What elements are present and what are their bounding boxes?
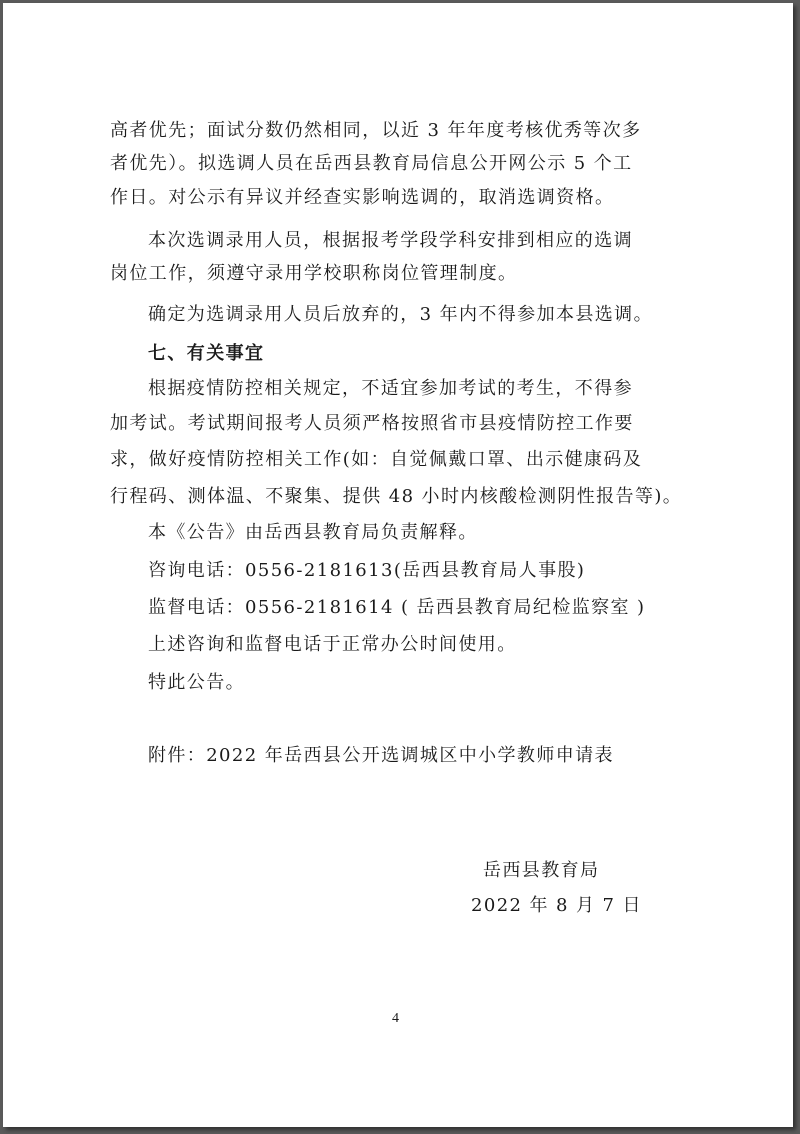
closing-line: 特此公告。 [148,672,245,693]
body-line-11: 本《公告》由岳西县教育局负责解释。 [148,522,478,543]
attachment-line: 附件：2022 年岳西县公开选调城区中小学教师申请表 [148,745,614,766]
body-line-5: 岗位工作，须遵守录用学校职称岗位管理制度。 [110,263,518,284]
body-line-3: 作日。对公示有异议并经查实影响选调的，取消选调资格。 [110,187,615,208]
body-line-9: 求，做好疫情防控相关工作(如：自觉佩戴口罩、出示健康码及 [110,449,643,470]
body-line-4: 本次选调录用人员，根据报考学段学科安排到相应的选调 [148,230,633,251]
body-line-12: 上述咨询和监督电话于正常办公时间使用。 [148,634,517,655]
section-heading: 七、有关事宜 [148,343,265,364]
document-page [3,3,793,1127]
signature-date: 2022 年 8 月 7 日 [471,895,642,916]
signature-issuer: 岳西县教育局 [483,860,600,881]
consult-phone-line: 咨询电话：0556-2181613(岳西县教育局人事股) [148,560,586,581]
body-line-10: 行程码、测体温、不聚集、提供 48 小时内核酸检测阴性报告等)。 [110,486,683,507]
body-line-7: 根据疫情防控相关规定，不适宜参加考试的考生，不得参 [148,378,633,399]
body-line-8: 加考试。考试期间报考人员须严格按照省市县疫情防控工作要 [110,413,634,434]
supervise-phone-line: 监督电话：0556-2181614 ( 岳西县教育局纪检监察室 ) [148,597,646,618]
page-number: 4 [392,1011,399,1026]
body-line-6: 确定为选调录用人员后放弃的，3 年内不得参加本县选调。 [148,304,653,325]
body-line-2: 者优先）。拟选调人员在岳西县教育局信息公开网公示 5 个工 [110,153,633,174]
body-line-1: 高者优先；面试分数仍然相同，以近 3 年年度考核优秀等次多 [110,120,642,141]
